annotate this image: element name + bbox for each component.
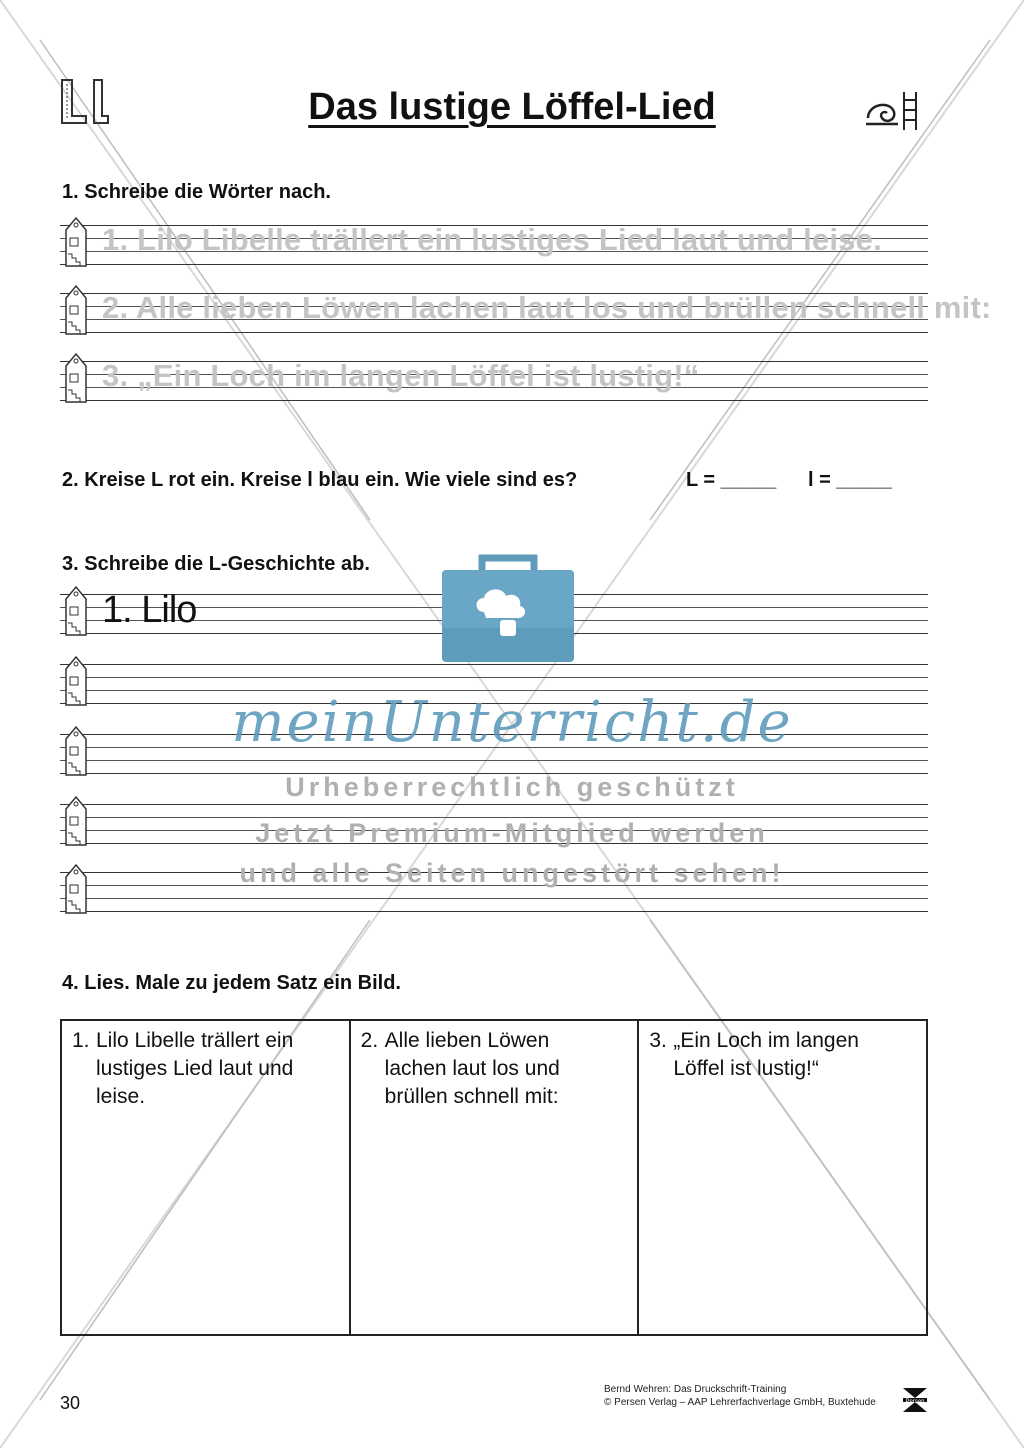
task2-heading: 2. Kreise L rot ein. Kreise l blau ein. Wie viele sind es?: [62, 469, 578, 491]
cell-text: lachen laut los und: [384, 1057, 560, 1080]
publisher-logo-text: Persen: [905, 1399, 925, 1405]
drawing-cell-3[interactable]: [639, 1021, 926, 1334]
briefcase-cloud-icon: [438, 550, 578, 664]
page-title: Das lustige Löffel-Lied: [308, 86, 716, 128]
copy-start-text: 1. Lilo: [102, 589, 197, 631]
task1-heading: 1. Schreibe die Wörter nach.: [62, 181, 331, 203]
count-small-l[interactable]: l = _____: [808, 469, 892, 491]
count-capital-l[interactable]: L = _____: [686, 469, 777, 491]
watermark-line-2: Jetzt Premium-Mitglied werden: [255, 818, 769, 848]
trace-sentence-1: 1. Lilo Libelle trällert ein lustiges Lied laut und leise.: [102, 222, 882, 257]
writing-line-3: [60, 358, 928, 401]
watermark-line-3: und alle Seiten ungestört sehen!: [239, 858, 785, 888]
task3-heading: 3. Schreibe die L-Geschichte ab.: [62, 553, 370, 575]
footer-credits: [604, 1383, 876, 1409]
cell-text: Alle lieben Löwen: [384, 1029, 550, 1052]
cell-number: 1.: [72, 1029, 90, 1052]
trace-sentence-2: 2. Alle lieben Löwen lachen laut los und brüllen schnell mit:: [102, 290, 992, 325]
footer-credit-1: Bernd Wehren: Das Druckschrift-Training: [604, 1384, 787, 1395]
trace-sentence-3: 3. „Ein Loch im langen Löffel ist lustig!“: [102, 358, 700, 393]
task4-heading: 4. Lies. Male zu jedem Satz ein Bild.: [62, 972, 401, 994]
cell-number: 3.: [649, 1029, 667, 1052]
cell-text: „Ein Loch im langen: [673, 1029, 859, 1052]
writing-line-2: [60, 290, 992, 333]
house-icon: [64, 216, 88, 268]
cell-text: lustiges Lied laut und: [96, 1057, 294, 1080]
page-number: 30: [60, 1393, 81, 1413]
writing-line-1: [60, 222, 928, 265]
footer-credit-2: © Persen Verlag – AAP Lehrerfachverlage GmbH, Buxtehude: [604, 1397, 876, 1408]
house-icon: [64, 585, 88, 637]
watermark-line-1: Urheberrechtlich geschützt: [285, 772, 739, 802]
drawing-cell-1[interactable]: [62, 1021, 351, 1334]
cell-text: leise.: [96, 1085, 146, 1108]
watermark-brand: meinUnterricht.de: [231, 690, 793, 755]
drawing-grid: [60, 1019, 928, 1336]
cell-number: 2.: [360, 1029, 379, 1052]
house-icon: [64, 352, 88, 404]
cell-text: Löffel ist lustig!“: [673, 1057, 819, 1080]
cell-text: brüllen schnell mit:: [384, 1085, 559, 1108]
house-icon: [64, 284, 88, 336]
snail-ladder-icon: [862, 88, 922, 132]
drawing-cell-2[interactable]: [351, 1021, 640, 1334]
cell-text: Lilo Libelle trällert ein: [96, 1029, 294, 1052]
